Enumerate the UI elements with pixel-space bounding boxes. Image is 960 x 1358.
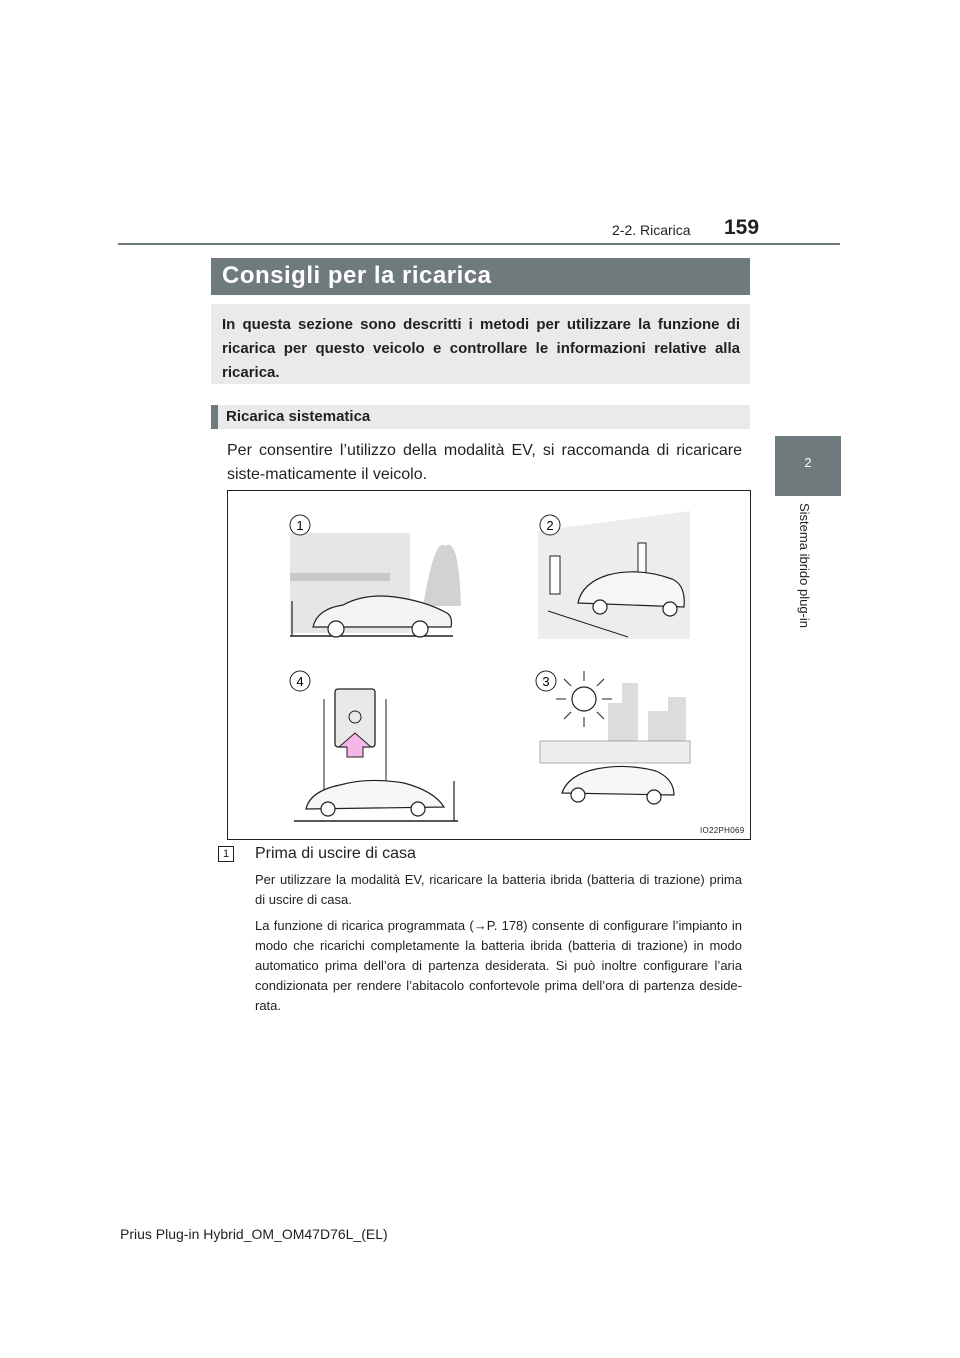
page-title: Consigli per la ricarica — [222, 262, 492, 289]
item-paragraph: La funzione di ricarica programmata (→P. 178) consente di configurare l’impianto in modo che ricarichi completamente la batteria ibrida (batteria di trazione) in modo automatico prima dell’ora di partenza desiderata. Si può inoltre configurare l’aria condizionata per rendere l’abitacolo confortevole prima dell’ora di partenza deside-rata. — [255, 918, 742, 1013]
marker-1-label: 1 — [296, 518, 304, 533]
intro-text: In questa sezione sono descritti i metodi per utilizzare la funzione di ricarica per questo veicolo e controllare le informazioni relative alla ricarica. — [222, 316, 740, 381]
scene-home-garage — [290, 533, 461, 637]
marker-3-label: 3 — [542, 674, 550, 689]
scene-outdoor-sun — [540, 671, 690, 804]
marker-3 — [536, 671, 556, 691]
marker-4-label: 4 — [296, 674, 304, 689]
section-label: 2-2. Ricarica — [612, 222, 691, 238]
marker-4 — [290, 671, 310, 691]
subsection-title: Ricarica sistematica — [226, 408, 371, 425]
chapter-title: Sistema ibrido plug-in — [797, 503, 812, 629]
marker-1 — [290, 515, 310, 535]
item-number: 1 — [218, 846, 234, 862]
page-number: 159 — [724, 216, 760, 239]
subsection-accent — [211, 405, 218, 429]
subsection-body: Per consentire l’utilizzo della modalità EV, si raccomanda di ricaricare siste-maticamente il veicolo. — [227, 442, 742, 483]
item-title: Prima di uscire di casa — [255, 845, 416, 862]
marker-2-label: 2 — [546, 518, 554, 533]
footer-doc-id: Prius Plug-in Hybrid_OM_OM47D76L_(EL) — [120, 1226, 388, 1242]
illustration-code: IO22PH069 — [700, 826, 745, 835]
item-paragraph: Per utilizzare la modalità EV, ricaricare la batteria ibrida (batteria di trazione) prima di uscire di casa. — [255, 872, 742, 907]
charging-illustration — [227, 490, 751, 840]
scene-timer-charging — [294, 689, 458, 821]
illustration-graphic — [228, 491, 750, 839]
scene-parking-garage — [538, 511, 690, 639]
chapter-number: 2 — [804, 455, 812, 470]
header-divider — [118, 243, 840, 245]
marker-2 — [540, 515, 560, 535]
